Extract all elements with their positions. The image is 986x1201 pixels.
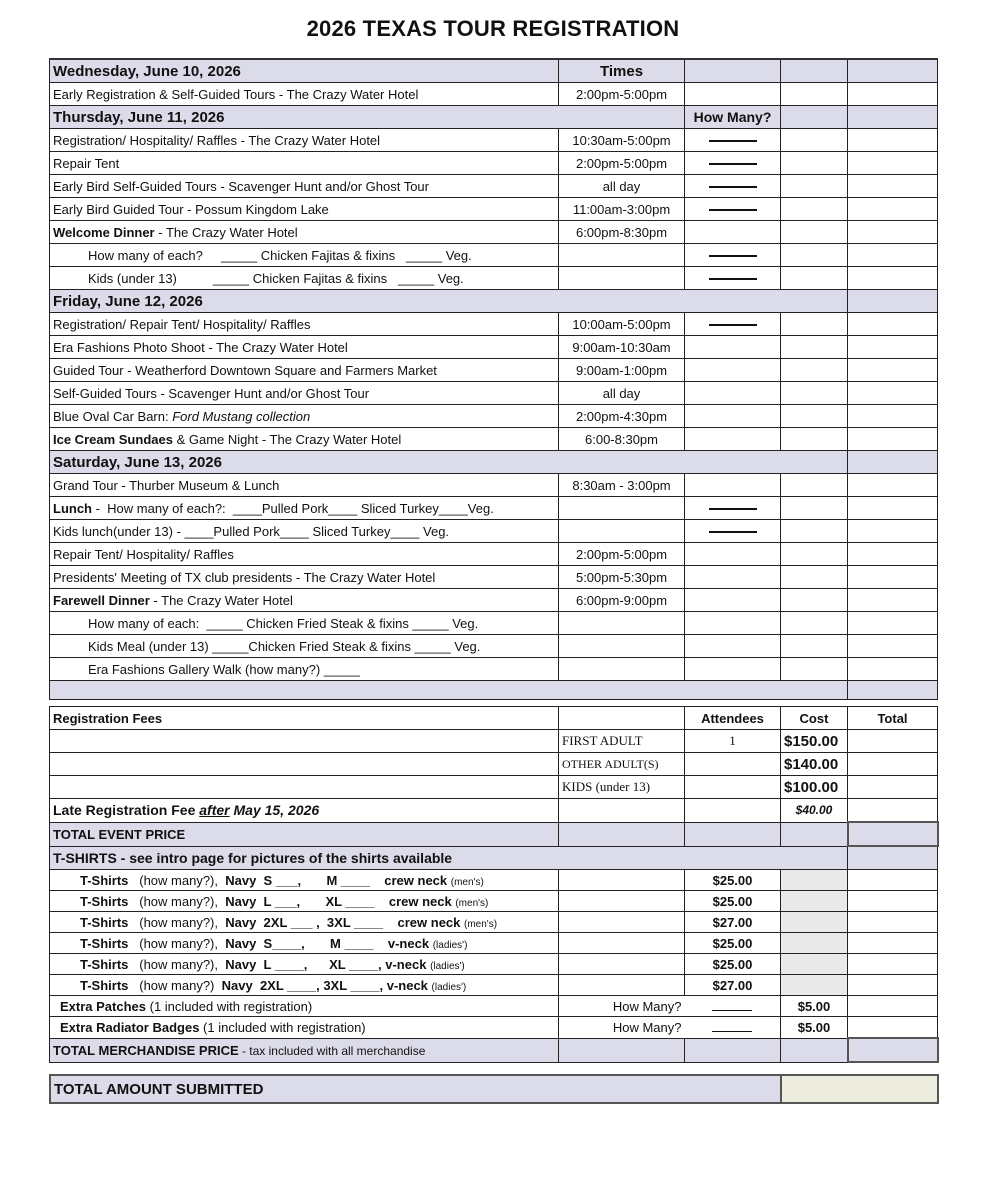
total-merchandise-price-box[interactable] [848, 1038, 938, 1062]
tshirt-price: $25.00 [685, 933, 781, 954]
total-cell[interactable] [848, 753, 938, 776]
meal-choice-kids[interactable]: Kids (under 13) _____ Chicken Fajitas & fixins _____ Veg. [50, 267, 559, 290]
total-event-price-box[interactable] [848, 822, 938, 846]
total-merchandise-row [50, 1038, 938, 1062]
how-many-input[interactable] [685, 221, 781, 244]
tshirt-row [50, 912, 938, 933]
tshirt-price: $25.00 [685, 870, 781, 891]
cost-header: Cost [781, 707, 848, 730]
event-time: 6:00pm-9:00pm [559, 589, 685, 612]
not-applicable-dash [685, 244, 781, 267]
event-row [50, 428, 938, 451]
total-submitted-box[interactable] [781, 1075, 938, 1103]
not-applicable-dash [685, 497, 781, 520]
fees-title: Registration Fees [50, 707, 559, 730]
tshirt-price: $25.00 [685, 954, 781, 975]
event-row [50, 313, 938, 336]
event-row [50, 474, 938, 497]
event-row [50, 589, 938, 612]
tshirt-row [50, 891, 938, 912]
event-time: 2:00pm-5:00pm [559, 152, 685, 175]
total-cell[interactable] [848, 891, 938, 912]
event-row [50, 198, 938, 221]
how-many-input[interactable] [685, 336, 781, 359]
total-cell[interactable] [848, 313, 938, 336]
meal-choice-adults[interactable]: How many of each: _____ Chicken Fried Steak & fixins _____ Veg. [50, 612, 559, 635]
not-applicable-dash [685, 152, 781, 175]
meal-choice-row [50, 612, 938, 635]
event-time: 5:00pm-5:30pm [559, 566, 685, 589]
event-time: 6:00pm-8:30pm [559, 221, 685, 244]
blank-row [50, 700, 938, 707]
total-cell[interactable] [848, 244, 938, 267]
meal-choice-row [50, 244, 938, 267]
extra-patches-label: Extra Patches (1 included with registration) [50, 996, 559, 1017]
meal-choice-row [50, 267, 938, 290]
event-row [50, 382, 938, 405]
not-applicable-dash [685, 520, 781, 543]
event-row [50, 359, 938, 382]
event-time: 6:00-8:30pm [559, 428, 685, 451]
total-cell[interactable] [848, 359, 938, 382]
total-event-row [50, 822, 938, 846]
how-many-label: How Many? [559, 996, 685, 1017]
meal-choice-row [50, 635, 938, 658]
event-time: all day [559, 382, 685, 405]
tshirt-label[interactable]: T-Shirts (how many?), Navy L ____, XL ____, v-neck (ladies') [50, 954, 559, 975]
total-cell[interactable] [848, 175, 938, 198]
total-cell[interactable] [848, 933, 938, 954]
registration-fees-header [50, 707, 938, 730]
day-header-thursday [50, 106, 938, 129]
fee-row [50, 753, 938, 776]
event-row [50, 566, 938, 589]
how-many-input[interactable] [685, 589, 781, 612]
event-name: Presidents' Meeting of TX club presidents - The Crazy Water Hotel [50, 566, 559, 589]
tshirt-row [50, 870, 938, 891]
not-applicable-dash [685, 313, 781, 336]
not-applicable-dash [685, 267, 781, 290]
total-cell[interactable] [848, 129, 938, 152]
spacer-row [50, 681, 938, 700]
fee-label: KIDS (under 13) [559, 776, 685, 799]
event-name: Grand Tour - Thurber Museum & Lunch [50, 474, 559, 497]
total-event-label: TOTAL EVENT PRICE [50, 822, 559, 846]
total-cell[interactable] [848, 912, 938, 933]
event-name: Early Registration & Self-Guided Tours - The Crazy Water Hotel [50, 83, 559, 106]
how-many-header: How Many? [685, 106, 781, 129]
fee-cost: $140.00 [781, 753, 848, 776]
event-time: 10:30am-5:00pm [559, 129, 685, 152]
event-row [50, 221, 938, 244]
total-cell[interactable] [848, 198, 938, 221]
event-row [50, 129, 938, 152]
tshirt-row [50, 933, 938, 954]
how-many-input[interactable] [685, 359, 781, 382]
total-cell[interactable] [848, 428, 938, 451]
how-many-input[interactable] [685, 474, 781, 497]
fee-label: FIRST ADULT [559, 730, 685, 753]
total-cell[interactable] [848, 152, 938, 175]
event-name: Early Bird Guided Tour - Possum Kingdom Lake [50, 198, 559, 221]
not-applicable-dash [685, 198, 781, 221]
total-header: Total [848, 707, 938, 730]
day-header-wednesday [50, 59, 938, 83]
tshirts-header: T-SHIRTS - see intro page for pictures of the shirts available [50, 846, 848, 870]
event-time: 2:00pm-5:00pm [559, 83, 685, 106]
total-cell[interactable] [848, 382, 938, 405]
fee-row [50, 730, 938, 753]
day-title: Thursday, June 11, 2026 [50, 106, 685, 129]
total-cell[interactable] [848, 1017, 938, 1039]
event-time: all day [559, 175, 685, 198]
extra-patches-row [50, 996, 938, 1017]
gallery-walk-count[interactable]: Era Fashions Gallery Walk (how many?) _____ [50, 658, 559, 681]
fee-cost: $150.00 [781, 730, 848, 753]
fee-cost: $100.00 [781, 776, 848, 799]
how-many-input[interactable] [685, 382, 781, 405]
tshirts-header-row [50, 846, 938, 870]
how-many-input[interactable] [685, 428, 781, 451]
day-title: Saturday, June 13, 2026 [50, 451, 848, 474]
event-name: Ice Cream Sundaes & Game Night - The Crazy Water Hotel [50, 428, 559, 451]
tshirt-row [50, 975, 938, 996]
meal-choice-kids[interactable]: Kids Meal (under 13) _____Chicken Fried Steak & fixins _____ Veg. [50, 635, 559, 658]
how-many-input[interactable] [685, 543, 781, 566]
attendees-input[interactable] [685, 776, 781, 799]
not-applicable-dash [685, 129, 781, 152]
event-row [50, 175, 938, 198]
day-header-saturday [50, 451, 938, 474]
meal-choice-row [50, 520, 938, 543]
tshirt-label[interactable]: T-Shirts (how many?), Navy S ___, M ____ crew neck (men's) [50, 870, 559, 891]
event-name: Welcome Dinner - The Crazy Water Hotel [50, 221, 559, 244]
total-cell[interactable] [848, 870, 938, 891]
tshirt-price: $27.00 [685, 975, 781, 996]
event-name: Farewell Dinner - The Crazy Water Hotel [50, 589, 559, 612]
total-cell[interactable] [848, 635, 938, 658]
total-cell[interactable] [848, 975, 938, 996]
registration-table [49, 58, 939, 1063]
total-merchandise-label: TOTAL MERCHANDISE PRICE - tax included with all merchandise [50, 1038, 559, 1062]
event-row [50, 405, 938, 428]
event-time: 2:00pm-5:00pm [559, 543, 685, 566]
total-cell[interactable] [848, 543, 938, 566]
event-name: Guided Tour - Weatherford Downtown Square and Farmers Market [50, 359, 559, 382]
event-row [50, 336, 938, 359]
attendees-input[interactable] [685, 753, 781, 776]
attendees-header: Attendees [685, 707, 781, 730]
times-header: Times [559, 59, 685, 83]
event-time: 9:00am-1:00pm [559, 359, 685, 382]
total-cell[interactable] [848, 612, 938, 635]
event-row [50, 83, 938, 106]
event-name: Early Bird Self-Guided Tours - Scavenger Hunt and/or Ghost Tour [50, 175, 559, 198]
fee-row [50, 776, 938, 799]
event-name: Repair Tent/ Hospitality/ Raffles [50, 543, 559, 566]
late-fee-cost: $40.00 [781, 799, 848, 823]
total-submitted-label: TOTAL AMOUNT SUBMITTED [50, 1075, 781, 1103]
how-many-input[interactable] [685, 83, 781, 106]
badge-price: $5.00 [781, 1017, 848, 1039]
how-many-label: How Many? [559, 1017, 685, 1039]
event-name: Repair Tent [50, 152, 559, 175]
attendees-input[interactable]: 1 [685, 730, 781, 753]
total-cell[interactable] [848, 267, 938, 290]
day-title: Wednesday, June 10, 2026 [50, 59, 559, 83]
total-cell[interactable] [848, 474, 938, 497]
tshirt-label[interactable]: T-Shirts (how many?), Navy L ___, XL ____ crew neck (men's) [50, 891, 559, 912]
event-name: Registration/ Repair Tent/ Hospitality/ Raffles [50, 313, 559, 336]
total-cell[interactable] [848, 996, 938, 1017]
lunch-choice[interactable]: Lunch - How many of each?: ____Pulled Pork____ Sliced Turkey____Veg. [50, 497, 559, 520]
how-many-input[interactable] [685, 566, 781, 589]
total-cell[interactable] [848, 83, 938, 106]
tshirt-row [50, 954, 938, 975]
total-submitted-table [49, 1074, 939, 1104]
page-title: 2026 TEXAS TOUR REGISTRATION [306, 16, 680, 41]
total-cell[interactable] [848, 799, 938, 823]
total-cell[interactable] [848, 730, 938, 753]
total-cell[interactable] [848, 520, 938, 543]
total-cell[interactable] [848, 776, 938, 799]
total-cell[interactable] [848, 658, 938, 681]
event-row [50, 152, 938, 175]
how-many-input[interactable] [685, 405, 781, 428]
event-time: 11:00am-3:00pm [559, 198, 685, 221]
total-cell[interactable] [848, 336, 938, 359]
total-cell[interactable] [848, 566, 938, 589]
extra-badges-row [50, 1017, 938, 1039]
not-applicable-dash [685, 175, 781, 198]
late-fee-label: Late Registration Fee after May 15, 2026 [50, 799, 559, 823]
tshirt-price: $25.00 [685, 891, 781, 912]
event-name: Registration/ Hospitality/ Raffles - The Crazy Water Hotel [50, 129, 559, 152]
meal-choice-row [50, 497, 938, 520]
event-name: Blue Oval Car Barn: Ford Mustang collection [50, 405, 559, 428]
fee-label: OTHER ADULT(S) [559, 753, 685, 776]
gallery-walk-row [50, 658, 938, 681]
how-many-input[interactable] [685, 1017, 781, 1039]
event-name: Era Fashions Photo Shoot - The Crazy Water Hotel [50, 336, 559, 359]
day-title: Friday, June 12, 2026 [50, 290, 848, 313]
total-cell[interactable] [848, 497, 938, 520]
late-fee-row [50, 799, 938, 823]
event-time: 10:00am-5:00pm [559, 313, 685, 336]
patch-price: $5.00 [781, 996, 848, 1017]
tshirt-label[interactable]: T-Shirts (how many?), Navy S____, M ____ v-neck (ladies') [50, 933, 559, 954]
kids-lunch-choice[interactable]: Kids lunch(under 13) - ____Pulled Pork____ Sliced Turkey____ Veg. [50, 520, 559, 543]
event-time: 9:00am-10:30am [559, 336, 685, 359]
tshirt-label[interactable]: T-Shirts (how many?) Navy 2XL ____, 3XL ____, v-neck (ladies') [50, 975, 559, 996]
tshirt-price: $27.00 [685, 912, 781, 933]
day-header-friday [50, 290, 938, 313]
event-time: 8:30am - 3:00pm [559, 474, 685, 497]
event-name: Self-Guided Tours - Scavenger Hunt and/or Ghost Tour [50, 382, 559, 405]
meal-choice-adults[interactable]: How many of each? _____ Chicken Fajitas & fixins _____ Veg. [50, 244, 559, 267]
extra-badges-label: Extra Radiator Badges (1 included with registration) [50, 1017, 559, 1039]
tshirt-label[interactable]: T-Shirts (how many?), Navy 2XL ___ , 3XL ____ crew neck (men's) [50, 912, 559, 933]
total-cell[interactable] [848, 221, 938, 244]
event-time: 2:00pm-4:30pm [559, 405, 685, 428]
total-cell[interactable] [848, 954, 938, 975]
total-cell[interactable] [848, 589, 938, 612]
total-cell[interactable] [848, 405, 938, 428]
how-many-input[interactable] [685, 996, 781, 1017]
event-row [50, 543, 938, 566]
